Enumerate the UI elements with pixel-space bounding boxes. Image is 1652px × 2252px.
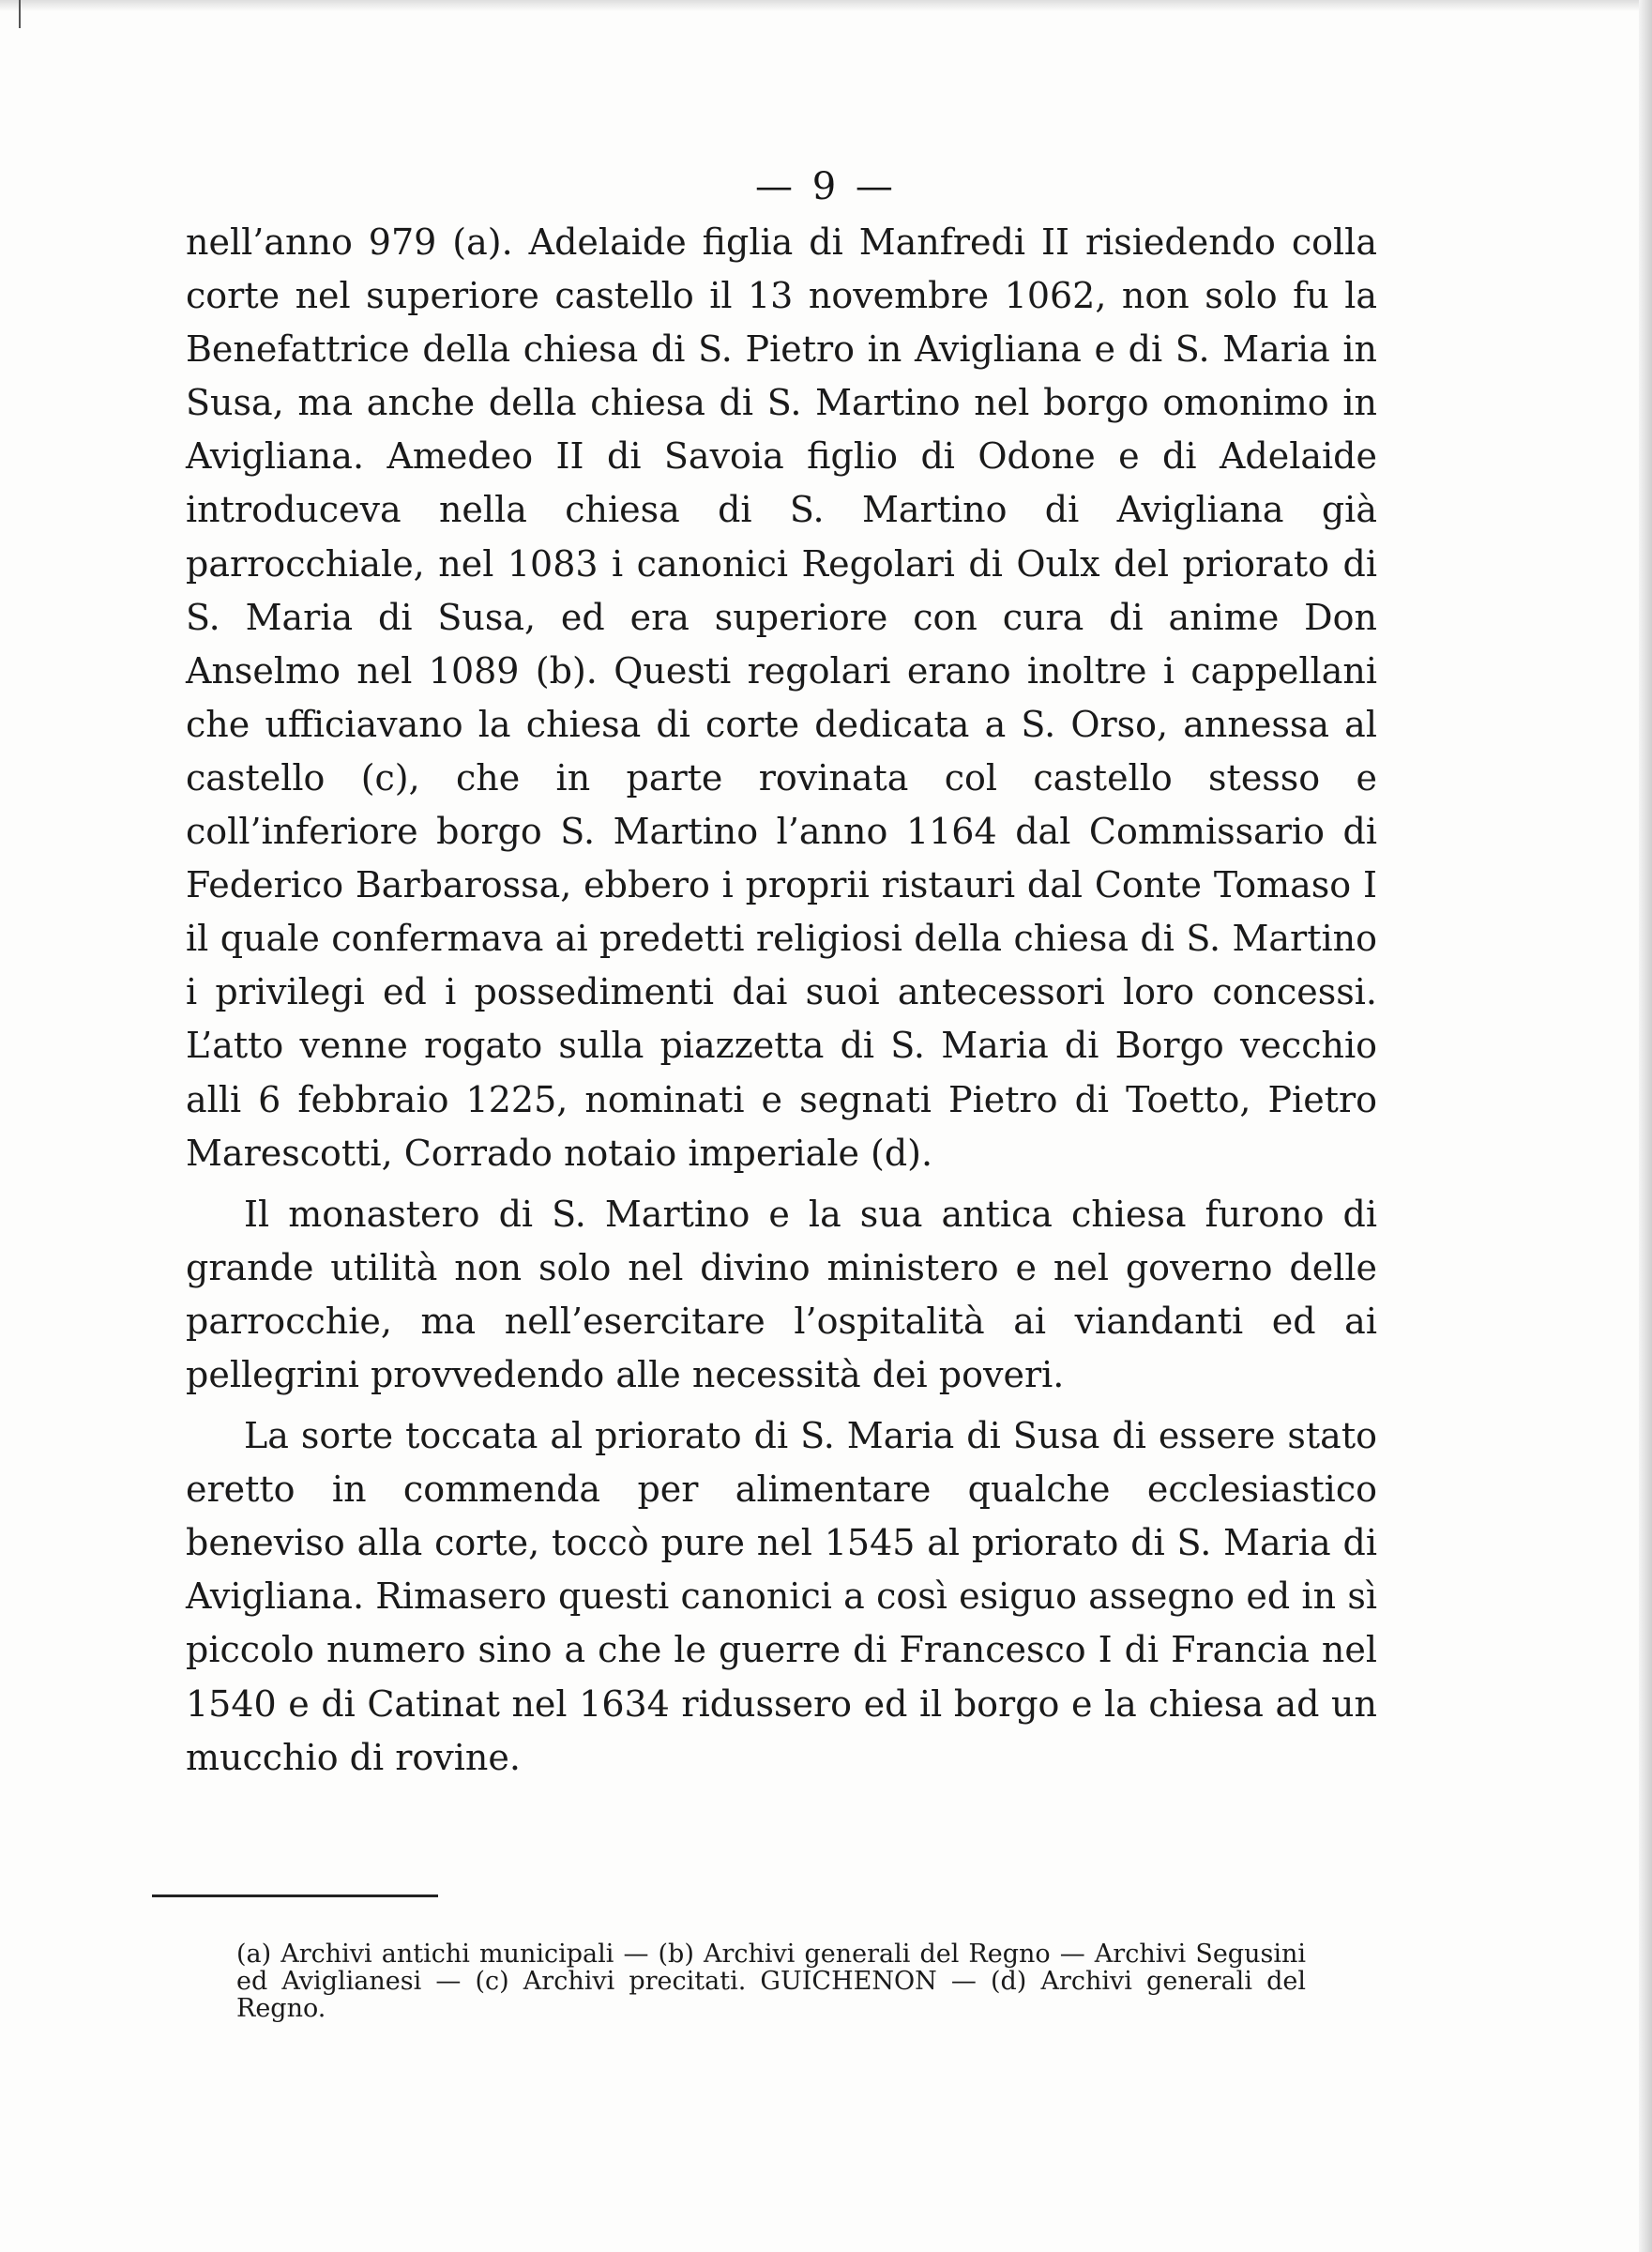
page-number: — 9 — (755, 165, 897, 208)
body-text (186, 216, 1377, 1785)
scan-mark (19, 0, 21, 28)
footnotes: (a) Archivi antichi municipali — (b) Archivi generali del Regno — Archivi Segusini ed Aviglianesi — (c) Archivi precitati. GUICHENON — (d) Archivi generali del Regno. (236, 1940, 1306, 2023)
paragraph-2: Il monastero di S. Martino e la sua antica chiesa furono di grande utilità non solo nel divino ministero e nel governo delle parrocchie, ma nell’esercitare l’ospitalità ai viandanti ed ai pellegrini provvedendo alle necessità dei poveri. (186, 1193, 1377, 1395)
scan-edge-top (0, 0, 1652, 11)
scan-edge-right (1639, 0, 1652, 2252)
paragraph-1: nell’anno 979 (a). Adelaide figlia di Manfredi II risiedendo colla corte nel superiore castello il 13 novembre 1062, non solo fu la Benefattrice della chiesa di S. Pietro in Avigliana e di S. Maria in Susa, ma anche della chiesa di S. Martino nel borgo omonimo in Avigliana. Amedeo II di Savoia figlio di Odone e di Adelaide introduceva nella chiesa di S. Martino di Avigliana già parrocchiale, nel 1083 i canonici Regolari di Oulx del priorato di S. Maria di Susa, ed era superiore con cura di anime Don Anselmo nel 1089 (b). Questi regolari erano inoltre i cappellani che ufficiavano la chiesa di corte dedicata a S. Orso, annessa al castello (c), che in parte rovinata col castello stesso e coll’inferiore borgo S. Martino l’anno 1164 dal Commissario di Federico Barbarossa, ebbero i proprii ristauri dal Conte Tomaso I il quale confermava ai predetti religiosi della chiesa di S. Martino i privilegi ed i possedimenti dai suoi antecessori loro concessi. L’atto venne rogato sulla piazzetta di S. Maria di Borgo vecchio alli 6 febbraio 1225, nominati e segnati Pietro di Toetto, Pietro Marescotti, Corrado notaio imperiale (d). (186, 221, 1377, 1174)
footnote-divider (152, 1894, 438, 1897)
paragraph-3: La sorte toccata al priorato di S. Maria di Susa di essere stato eretto in commenda per alimentare qualche ecclesiastico beneviso alla corte, toccò pure nel 1545 al priorato di S. Maria di Avigliana. Rimasero questi canonici a così esiguo assegno ed in sì piccolo numero sino a che le guerre di Francesco I di Francia nel 1540 e di Catinat nel 1634 ridussero ed il borgo e la chiesa ad un mucchio di rovine. (186, 1415, 1377, 1778)
